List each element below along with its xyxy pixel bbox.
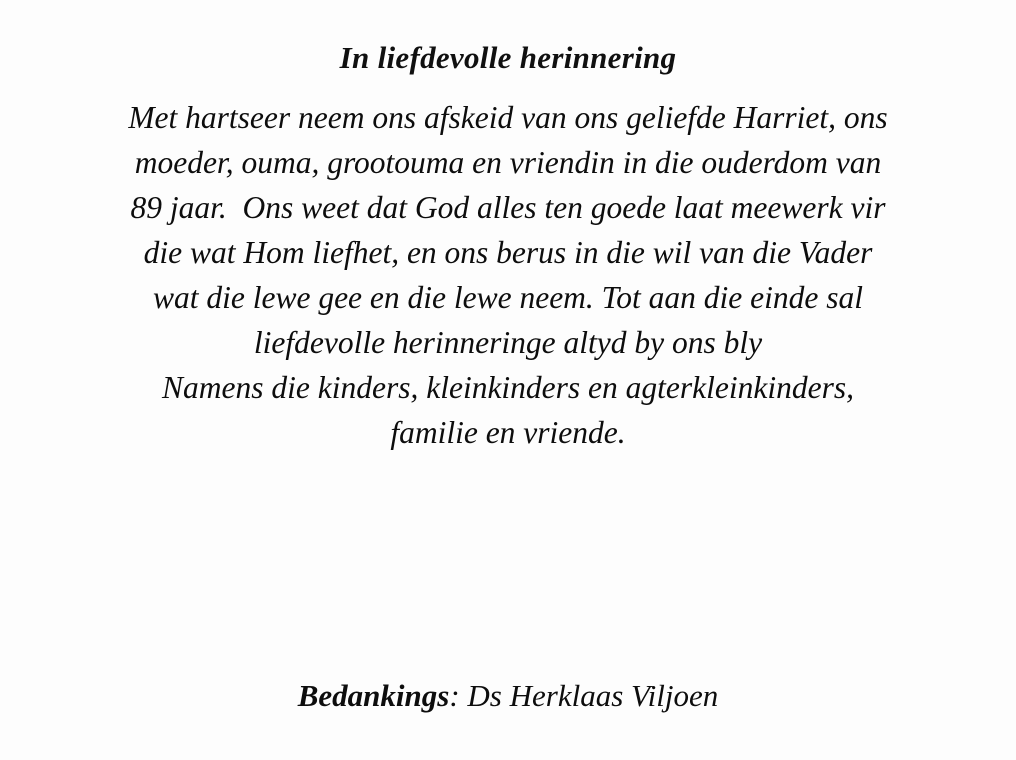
memorial-body-line: 89 jaar. Ons weet dat God alles ten goede laat meewerk vir [130, 190, 886, 225]
acknowledgement-value: Ds Herklaas Viljoen [467, 678, 719, 713]
acknowledgement-separator: : [449, 678, 468, 713]
acknowledgement-label: Bedankings [297, 678, 450, 713]
memorial-body-line: familie en vriende. [390, 415, 626, 450]
acknowledgement-line [0, 678, 1016, 714]
memorial-body [22, 95, 994, 455]
memorial-body-line: Met hartseer neem ons afskeid van ons geliefde Harriet, ons [128, 100, 888, 135]
memorial-body-line: moeder, ouma, grootouma en vriendin in die ouderdom van [134, 145, 882, 180]
memorial-body-line: die wat Hom liefhet, en ons berus in die wil van die Vader [143, 235, 873, 270]
memorial-body-line: wat die lewe gee en die lewe neem. Tot aan die einde sal [152, 280, 864, 315]
memorial-body-line: Namens die kinders, kleinkinders en agterkleinkinders, [162, 370, 854, 405]
memorial-body-line: liefdevolle herinneringe altyd by ons bly [253, 325, 763, 360]
memorial-title: In liefdevolle herinnering [339, 40, 677, 75]
